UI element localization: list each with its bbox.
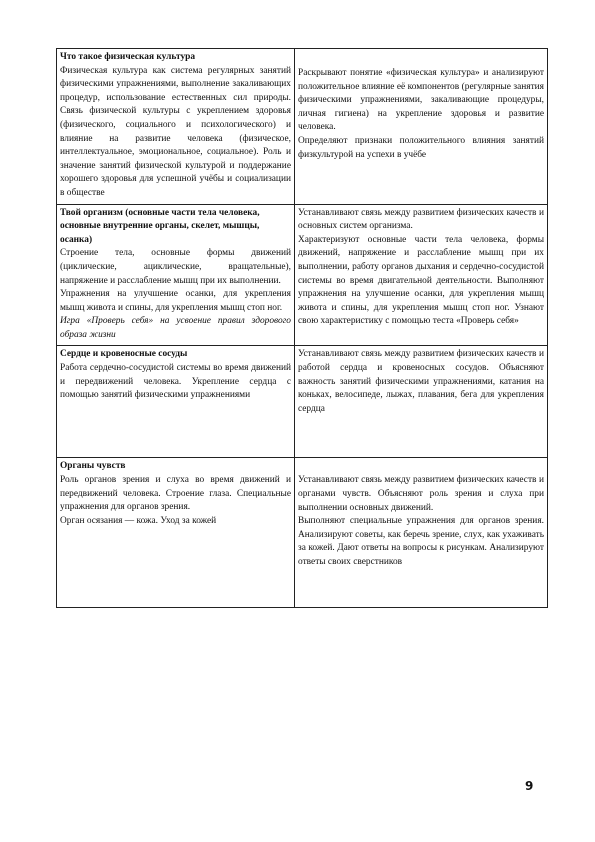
topic-text: Строение тела, основные формы движений (циклические, ациклические, вращательные), напряжение и расслабление мышц при их выполнении. (60, 248, 291, 286)
activity-text: Характеризуют основные части тела человека, формы движений, напряжение и расслабление мышц при их выполнении, работу органов дыхания и сердечно-сосудистой системы во время двигательной деятельности. Выполняют упражнения на улучшение осанки, для укрепления мышц живота и спины, для укрепления мышц стоп ног. Узнают свою характеристику с помощью теста «Проверь себя» (298, 234, 544, 327)
curriculum-table (56, 48, 548, 608)
topic-title: Органы чувств (60, 461, 126, 472)
topic-text: Работа сердечно-сосудистой системы во время движений и передвижений человека. Укрепление сердца с помощью занятий физическими упражнениями (60, 363, 291, 401)
topic-title: Сердце и кровеносные сосуды (60, 349, 188, 360)
topic-cell (57, 204, 295, 346)
activity-cell (295, 204, 548, 346)
activity-text: Устанавливают связь между развитием физических качеств и органами чувств. Объясняют роль зрения и слуха при выполнении основных движений. (298, 475, 544, 513)
topic-cell (57, 458, 295, 608)
activity-text: Устанавливают связь между развитием физических качеств и основных систем организма. (298, 207, 544, 232)
table-row (57, 458, 548, 608)
topic-text: Орган осязания — кожа. Уход за кожей (60, 515, 217, 526)
topic-text: Роль органов зрения и слуха во время движений и передвижений человека. Строение глаза. Специальные упражнения для органов зрения. (60, 475, 291, 513)
topic-text: Физическая культура как система регулярных занятий физическими упражнениями, выполнение закаливающих процедур, использование естественных сил природы. Связь физической культуры с укреплением здоровья (физического, социального и психологического) и влияние на развитие человека (физическое, интеллектуальное, эмоциональное, социальное). Роль и значение занятий физической культурой и поддержание хорошего здоровья для успешной учёбы и социализации в обществе (60, 65, 291, 198)
activity-cell (295, 49, 548, 205)
topic-title: Что такое физическая культура (60, 52, 196, 62)
topic-cell (57, 346, 295, 458)
page-number: 9 (525, 779, 534, 793)
activity-text: Раскрывают понятие «физическая культура» и анализируют положительное влияние её компонентов (регулярные занятия физическими упражнениями, закаливающие процедуры, личная гигиена) на укрепление здоровья и развитие человека. (298, 68, 544, 133)
activity-text: Определяют признаки положительного влияния занятий физкультурой на успехи в учёбе (298, 135, 544, 160)
topic-title: Твой организм (основные части тела человека, основные внутренние органы, скелет, мышцы, осанка) (60, 207, 260, 245)
activity-text: Выполняют специальные упражнения для органов зрения. Анализируют советы, как беречь зрение, слух, как ухаживать за кожей. Дают ответы на вопросы к рисункам. Анализируют ответы своих сверстников (298, 516, 544, 568)
activity-cell (295, 458, 548, 608)
table-row (57, 204, 548, 346)
topic-game-text: Игра «Проверь себя» на усвоение правил здорового образа жизни (60, 316, 291, 340)
table-row (57, 346, 548, 458)
activity-cell (295, 346, 548, 458)
topic-cell (57, 49, 295, 205)
activity-text: Устанавливают связь между развитием физических качеств и работой сердца и кровеносных сосудов. Объясняют важность занятий физическими упражнениями, катания на коньках, велосипеде, лыжах, плавания, бега для укрепления сердца (298, 349, 544, 414)
topic-text: Упражнения на улучшение осанки, для укрепления мышц живота и спины, для укрепления мышц стоп ног. (60, 289, 291, 313)
table-row (57, 49, 548, 205)
